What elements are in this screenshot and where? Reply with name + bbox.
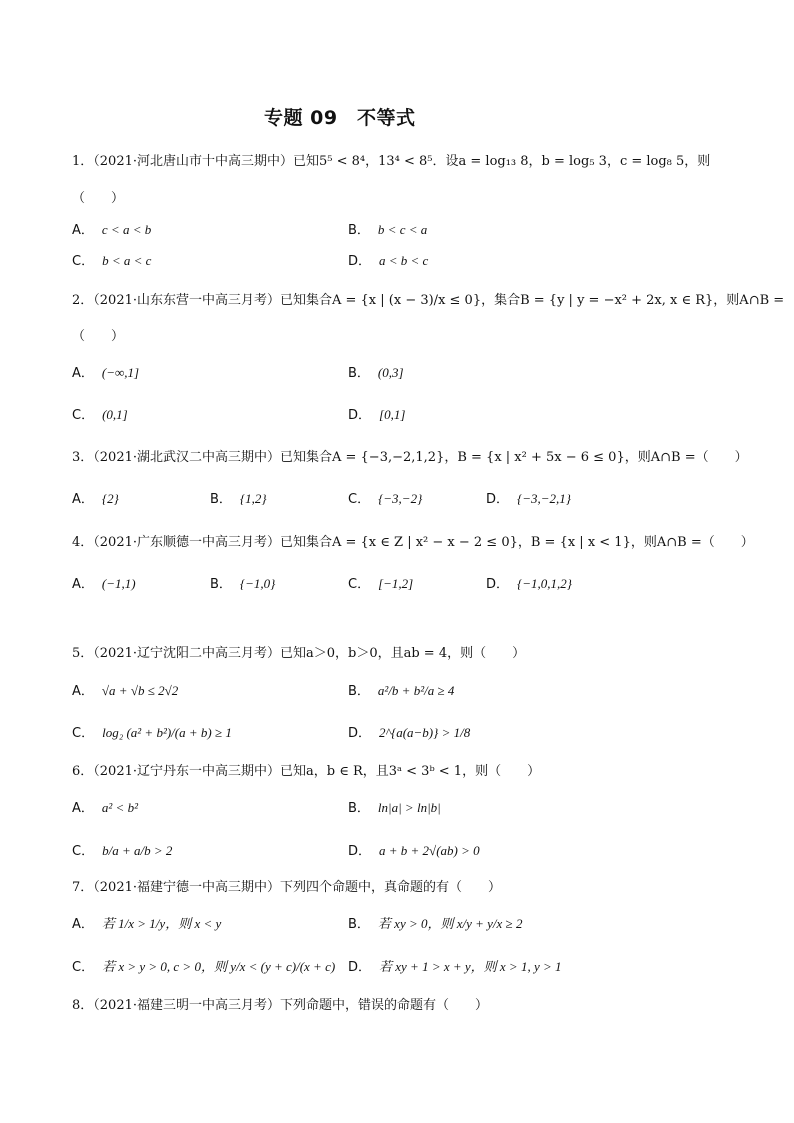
question-1-stem: 1．（2021·河北唐山市十中高三期中）已知5⁵ < 8⁴，13⁴ < 8⁵．设a = log₁₃ 8，b = log₅ 3，c = log₈ 5，则 (72, 154, 711, 169)
question-2-option-c[interactable] (72, 404, 128, 423)
option-text: 若 xy + 1 > x + y，则 x > 1, y > 1 (379, 959, 562, 974)
option-text: {−1,0,1,2} (517, 576, 572, 591)
option-text: b/a + a/b > 2 (102, 843, 173, 858)
option-label: A． (72, 801, 94, 816)
option-text: (−∞,1] (101, 365, 140, 380)
question-7-option-c[interactable] (72, 956, 335, 975)
question-3-option-a[interactable] (72, 488, 119, 507)
page-title: 专题 09 不等式 (264, 107, 416, 129)
question-7-stem: 7．（2021·福建宁德一中高三期中）下列四个命题中，真命题的有（ ） (72, 880, 501, 895)
option-text: 若 x > y > 0, c > 0，则 y/x < (y + c)/(x + c) (102, 959, 336, 974)
option-label: D． (348, 726, 372, 741)
option-text: (0,1] (102, 407, 128, 422)
option-label: D． (486, 492, 510, 507)
option-label: B． (348, 366, 370, 381)
option-label: C． (72, 408, 95, 423)
option-label: A． (72, 577, 94, 592)
option-text: a²/b + b²/a ≥ 4 (377, 683, 455, 698)
option-label: C． (72, 844, 95, 859)
question-1-option-d[interactable] (348, 250, 428, 269)
option-label: D． (348, 408, 372, 423)
option-text: √a + √b ≤ 2√2 (101, 683, 179, 698)
option-label: A． (72, 917, 94, 932)
question-7-option-b[interactable] (348, 913, 522, 932)
option-text: [−1,2] (378, 576, 414, 591)
question-4-stem: 4．（2021·广东顺德一中高三月考）已知集合A = {x ∈ Z | x² − x − 2 ≤ 0}，B = {x | x < 1}，则A∩B =（ ） (72, 535, 754, 550)
question-6-stem: 6．（2021·辽宁丹东一中高三期中）已知a，b ∈ R，且3ᵃ < 3ᵇ < 1，则（ ） (72, 764, 541, 779)
question-5-option-c[interactable] (72, 722, 232, 741)
question-2-paren: （ ） (72, 329, 125, 344)
option-label: C． (348, 577, 371, 592)
option-text: a² < b² (101, 800, 138, 815)
option-text: c < a < b (101, 222, 152, 237)
option-label: B． (348, 801, 370, 816)
option-text: log₂ (a² + b²)/(a + b) ≥ 1 (102, 725, 232, 740)
question-2-option-b[interactable] (348, 362, 404, 381)
question-4-option-c[interactable] (348, 573, 413, 592)
option-label: B． (348, 917, 370, 932)
question-3-option-d[interactable] (486, 488, 571, 507)
question-5-option-b[interactable] (348, 680, 454, 699)
question-2-stem: 2．（2021·山东东营一中高三月考）已知集合A = {x | (x − 3)/x ≤ 0}，集合B = {y | y = −x² + 2x, x ∈ R}，则A∩B = (72, 293, 785, 308)
option-text: 若 1/x > 1/y，则 x < y (101, 916, 222, 931)
option-label: D． (348, 960, 372, 975)
question-8-stem: 8．（2021·福建三明一中高三月考）下列命题中，错误的命题有（ ） (72, 998, 488, 1013)
option-label: C． (72, 726, 95, 741)
option-label: C． (348, 492, 371, 507)
option-text: {−1,0} (239, 576, 276, 591)
question-1-option-a[interactable] (72, 219, 151, 238)
question-3-option-b[interactable] (210, 488, 267, 507)
option-text: b < c < a (377, 222, 428, 237)
question-7-option-d[interactable] (348, 956, 562, 975)
option-text: {1,2} (239, 491, 267, 506)
option-label: C． (72, 960, 95, 975)
option-label: A． (72, 684, 94, 699)
option-label: C． (72, 254, 95, 269)
question-3-option-c[interactable] (348, 488, 422, 507)
question-2-option-d[interactable] (348, 404, 405, 423)
option-label: A． (72, 223, 94, 238)
question-2-option-a[interactable] (72, 362, 139, 381)
option-label: D． (348, 844, 372, 859)
question-5-stem: 5．（2021·辽宁沈阳二中高三月考）已知a＞0，b＞0，且ab = 4，则（ ） (72, 646, 526, 661)
option-label: B． (210, 577, 232, 592)
question-6-option-a[interactable] (72, 797, 138, 816)
question-1-option-b[interactable] (348, 219, 427, 238)
option-label: D． (486, 577, 510, 592)
question-4-option-b[interactable] (210, 573, 275, 592)
option-text: ln|a| > ln|b| (377, 800, 441, 815)
option-text: b < a < c (102, 253, 152, 268)
option-text: 若 xy > 0，则 x/y + y/x ≥ 2 (377, 916, 523, 931)
question-5-option-a[interactable] (72, 680, 178, 699)
option-text: [0,1] (379, 407, 406, 422)
question-6-option-b[interactable] (348, 797, 441, 816)
option-label: D． (348, 254, 372, 269)
question-6-option-d[interactable] (348, 840, 480, 859)
question-7-option-a[interactable] (72, 913, 221, 932)
option-text: {−3,−2} (378, 491, 423, 506)
option-text: {2} (101, 491, 119, 506)
option-label: B． (210, 492, 232, 507)
question-1-option-c[interactable] (72, 250, 151, 269)
option-label: B． (348, 223, 370, 238)
option-text: a < b < c (379, 253, 429, 268)
option-text: (0,3] (377, 365, 404, 380)
option-label: A． (72, 492, 94, 507)
option-text: a + b + 2√(ab) > 0 (379, 843, 480, 858)
option-label: A． (72, 366, 94, 381)
question-5-option-d[interactable] (348, 722, 470, 741)
question-6-option-c[interactable] (72, 840, 172, 859)
option-text: 2^{a(a−b)} > 1/8 (379, 725, 471, 740)
option-text: (−1,1) (101, 576, 136, 591)
question-4-option-d[interactable] (486, 573, 572, 592)
question-4-option-a[interactable] (72, 573, 136, 592)
option-label: B． (348, 684, 370, 699)
option-text: {−3,−2,1} (517, 491, 571, 506)
question-3-stem: 3．（2021·湖北武汉二中高三期中）已知集合A = {−3,−2,1,2}，B = {x | x² + 5x − 6 ≤ 0}，则A∩B =（ ） (72, 450, 748, 465)
question-1-paren: （ ） (72, 191, 125, 206)
